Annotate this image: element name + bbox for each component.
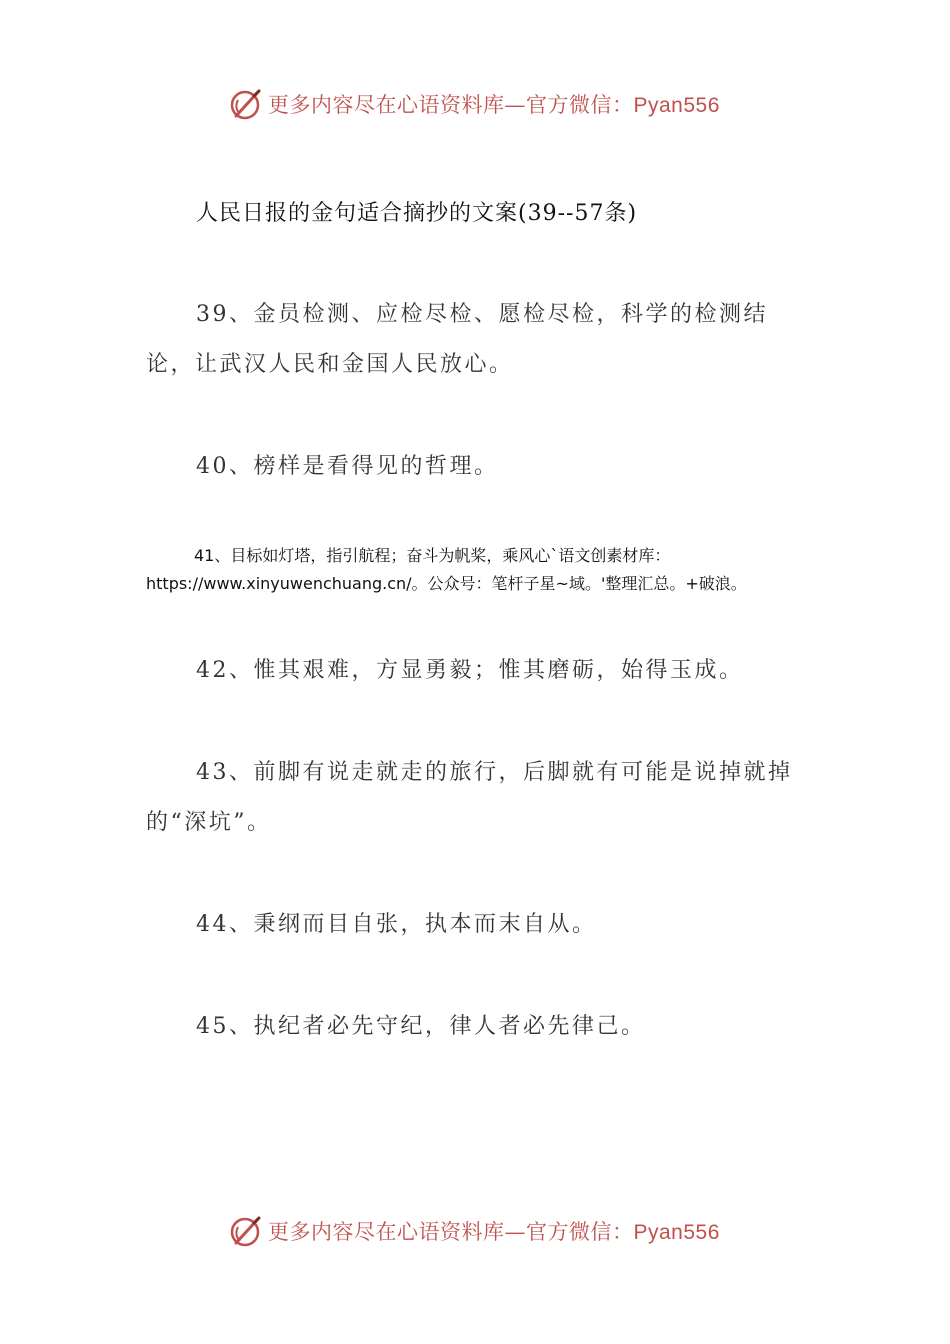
header-banner [228, 84, 720, 124]
item-41-line-1: 41、目标如灯塔，指引航程；奋斗为帆桨，乘风心`语文创素材库： [194, 546, 671, 565]
item-43: 43、前脚有说走就走的旅行，后脚就有可能是说掉就掉的“深坑”。 [146, 760, 793, 835]
banner-slogan: 更多内容尽在心语资料库—官方微信： [268, 1220, 634, 1244]
item-41-line-2: https://www.xinyuwenchuang.cn/。公众号：笔杆子星~域。'整理汇总。+破浪。 [146, 574, 747, 593]
banner-wechat-id: Pyan556 [633, 1221, 720, 1244]
pen-circle-logo-icon [228, 1213, 264, 1249]
footer-banner [228, 1211, 720, 1251]
document-title: 人民日报的金句适合摘抄的文案(39--57条) [196, 201, 638, 226]
item-39: 39、金员检测、应检尽检、愿检尽检，科学的检测结论，让武汉人民和金国人民放心。 [146, 302, 768, 377]
item-42: 42、惟其艰难，方显勇毅；惟其磨砺，始得玉成。 [196, 658, 744, 683]
banner-text [268, 89, 720, 119]
item-44: 44、秉纲而目自张，执本而末自从。 [196, 912, 597, 937]
item-40: 40、榜样是看得见的哲理。 [196, 454, 499, 479]
banner-wechat-id: Pyan556 [633, 94, 720, 117]
item-41 [146, 542, 826, 598]
banner-text [268, 1216, 720, 1246]
item-45: 45、执纪者必先守纪，律人者必先律己。 [196, 1014, 646, 1039]
banner-slogan: 更多内容尽在心语资料库—官方微信： [268, 93, 634, 117]
pen-circle-logo-icon [228, 86, 264, 122]
